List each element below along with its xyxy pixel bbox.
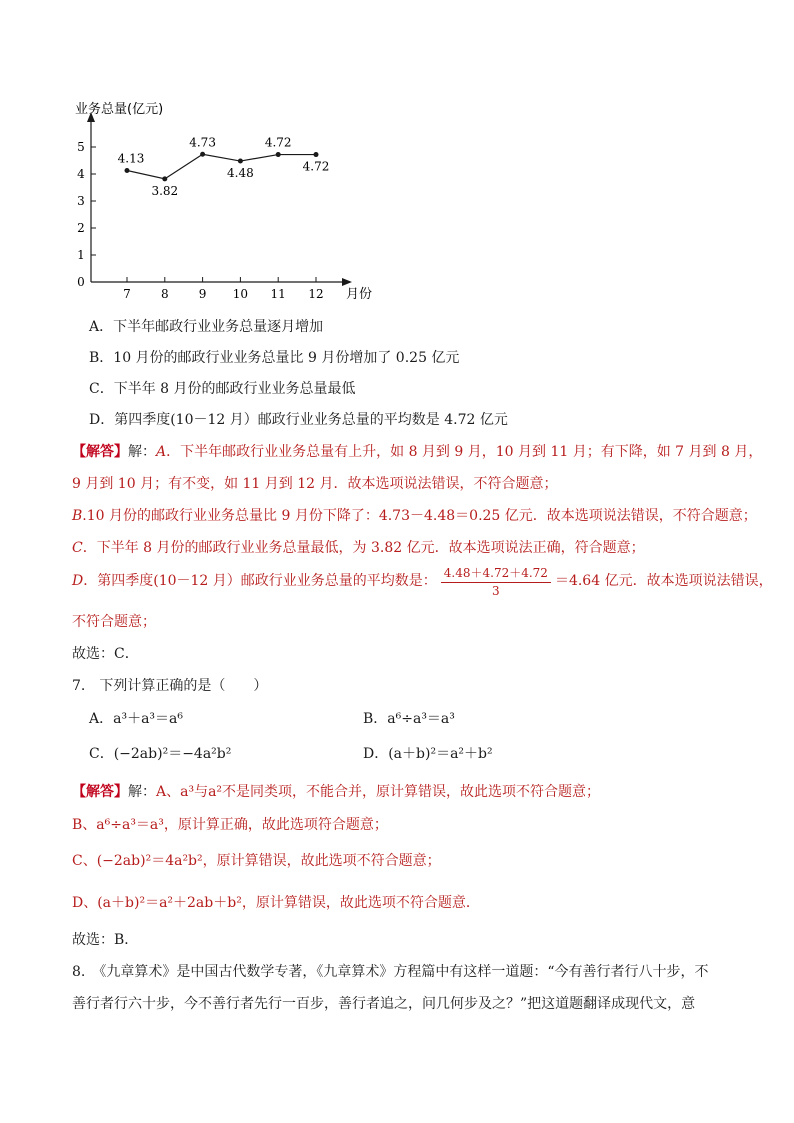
data-label: 3.82 [151,183,179,198]
q6-answer-c [72,537,645,557]
q7-option-c: C．(−2ab)²＝−4a²b² [89,746,232,762]
x-axis-arrow [342,278,352,286]
q6-option-c: C．下半年 8 月份的邮政行业业务总量最低 [89,381,356,397]
x-tick-label: 12 [308,287,324,301]
x-tick-label: 8 [160,287,169,301]
x-tick-label: 10 [232,287,249,301]
q6-answer-b [72,505,757,525]
data-point [276,152,281,157]
q8-line-2: 善行者行六十步，今不善行者先行一百步，善行者追之，问几何步及之？”把这道题翻译成现代文，意 [72,996,696,1012]
answer-a-text: ．下半年邮政行业业务总量有上升，如 8 月到 9 月，10 月到 11 月；有下降，如 7 月到 8 月， [166,444,763,460]
data-label: 4.72 [302,159,330,174]
y-tick-label: 1 [77,248,85,262]
series-line [127,154,316,179]
q6-answer-d [72,564,773,598]
jie-label: 解： [128,784,156,800]
q6-answer-d-cont: 不符合题意； [72,614,156,630]
q7-choice: 故选：B． [72,932,139,948]
q7-option-d: D．(a＋b)²＝a²＋b² [363,746,493,762]
q8-line-1: 8. 《九章算术》是中国古代数学专著，《九章算术》方程篇中有这样一道题：“今有善行者行八十步，不 [72,964,709,980]
x-tick-label: 9 [198,287,207,301]
answer-a-label: A [156,444,167,460]
data-point [162,176,167,181]
q7-answer-a [72,781,600,801]
answer-b-text: .10 月份的邮政行业业务总量比 9 月份下降了：4.73－4.48＝0.25 亿元．故本选项说法错误，不符合题意； [82,508,757,524]
q7-answer-a-text: A、a³与a²不是同类项，不能合并，原计算错误，故此选项不符合题意； [156,784,601,800]
q6-answer-a [72,441,762,461]
answer-d-label: D [72,573,84,589]
data-point [238,159,243,164]
x-tick-label: 7 [123,287,131,301]
data-label: 4.48 [227,166,254,181]
data-label: 4.73 [189,135,216,150]
data-label: 4.72 [264,135,292,150]
jie-label: 解： [128,444,156,460]
answer-c-label: C [72,540,83,556]
q6-option-b: B．10 月份的邮政行业业务总量比 9 月份增加了 0.25 亿元 [89,350,460,366]
q7-stem: 7. 下列计算正确的是（ ） [72,678,268,694]
answer-d-result: ＝4.64 亿元．故本选项说法错误， [554,573,773,589]
q6-answer-a-cont: 9 月到 10 月；有不变，如 11 月到 12 月．故本选项说法错误，不符合题意； [72,476,558,492]
data-point [200,152,205,157]
q7-answer-c: C、(−2ab)²＝4a²b²，原计算错误，故此选项不符合题意； [72,853,441,869]
q6-option-a: A．下半年邮政行业业务总量逐月增加 [89,319,324,335]
q6-option-d: D．第四季度(10－12 月）邮政行业业务总量的平均数是 4.72 亿元 [89,412,508,428]
line-chart [0,0,794,310]
answer-b-label: B [72,508,83,524]
answer-c-text: ．下半年 8 月份的邮政行业业务总量最低，为 3.82 亿元．故本选项说法正确，符合题意； [82,540,645,556]
q7-answer-d: D、(a＋b)²＝a²＋2ab＋b²，原计算错误，故此选项不符合题意． [72,895,480,911]
y-tick-label: 3 [77,194,85,208]
x-tick-label: 11 [270,287,286,301]
data-point [125,168,130,173]
fraction-numerator: 4.48＋4.72＋4.72 [441,564,551,583]
y-tick-label: 0 [77,275,85,289]
q7-option-b: B．a⁶÷a³＝a³ [363,711,455,727]
q7-answer-b: B、a⁶÷a³＝a³，原计算正确，故此选项符合题意； [72,817,388,833]
answer-tag: 【解答】 [72,444,128,460]
y-tick-label: 4 [77,167,85,181]
fraction-denominator: 3 [492,584,500,598]
q7-option-a: A．a³＋a³＝a⁶ [89,711,183,727]
y-tick-label: 5 [77,140,85,154]
answer-d-text: ．第四季度(10－12 月）邮政行业业务总量的平均数是： [83,573,437,589]
data-point [314,152,319,157]
answer-tag: 【解答】 [72,784,128,800]
y-axis-title: 业务总量(亿元) [75,102,164,117]
data-label: 4.13 [117,151,145,166]
x-axis-title: 月份 [346,287,373,302]
q6-choice: 故选：C． [72,646,139,662]
y-tick-label: 2 [77,221,85,235]
average-fraction [441,564,551,598]
